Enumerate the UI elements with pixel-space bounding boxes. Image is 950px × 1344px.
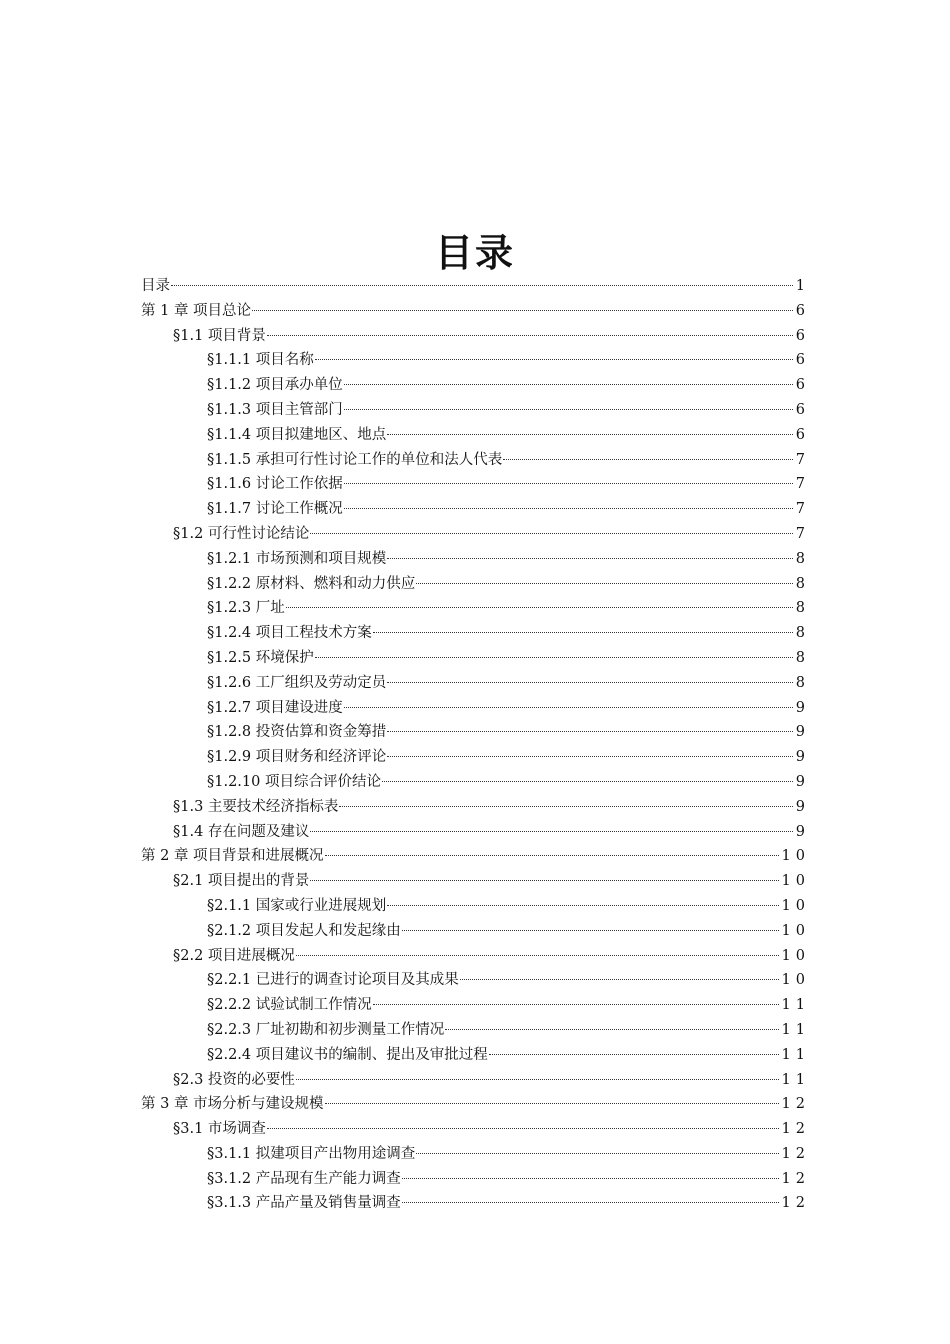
toc-entry-label: §2.2.1 已进行的调查讨论项目及其成果 <box>207 972 459 989</box>
toc-dot-leader <box>387 756 793 757</box>
toc-entry-page-number: 10 <box>781 972 810 989</box>
toc-dot-leader <box>286 607 793 608</box>
toc-entry-label: §2.2.4 项目建议书的编制、提出及审批过程 <box>207 1046 488 1063</box>
toc-dot-leader <box>344 384 793 385</box>
toc-dot-leader <box>252 310 793 311</box>
toc-entry[interactable] <box>141 944 810 969</box>
toc-dot-leader <box>171 285 793 286</box>
toc-entry-page-number: 11 <box>781 1071 810 1088</box>
toc-entry[interactable] <box>141 373 810 398</box>
toc-entry-page-number: 7 <box>795 451 810 468</box>
toc-entry[interactable] <box>141 646 810 671</box>
toc-entry-label: §1.2.4 项目工程技术方案 <box>207 625 372 642</box>
toc-dot-leader <box>267 335 793 336</box>
toc-entry-page-number: 10 <box>781 897 810 914</box>
toc-entry[interactable] <box>141 1117 810 1142</box>
toc-entry-label: §3.1.3 产品产量及销售量调查 <box>207 1195 401 1212</box>
toc-entry-label: §2.1.2 项目发起人和发起缘由 <box>207 922 401 939</box>
toc-entry-page-number: 12 <box>781 1096 810 1113</box>
toc-entry-label: §1.2.7 项目建设进度 <box>207 699 343 716</box>
toc-entry-label: §3.1.2 产品现有生产能力调查 <box>207 1170 401 1187</box>
toc-entry-label: §1.2.3 厂址 <box>207 600 285 617</box>
toc-entry-page-number: 11 <box>781 997 810 1014</box>
toc-entry[interactable] <box>141 299 810 324</box>
toc-entry-label: §1.2.6 工厂组织及劳动定员 <box>207 674 387 691</box>
toc-entry[interactable] <box>141 572 810 597</box>
toc-entry[interactable] <box>141 423 810 448</box>
toc-dot-leader <box>373 632 793 633</box>
toc-entry-label: §1.1.5 承担可行性讨论工作的单位和法人代表 <box>207 451 503 468</box>
toc-dot-leader <box>344 409 793 410</box>
toc-entry[interactable] <box>141 919 810 944</box>
toc-entry-label: §2.2 项目进展概况 <box>173 947 295 964</box>
toc-entry-label: §1.1.7 讨论工作概况 <box>207 501 343 518</box>
toc-entry[interactable] <box>141 1018 810 1043</box>
toc-dot-leader <box>445 1029 778 1030</box>
toc-entry-page-number: 6 <box>795 352 810 369</box>
toc-dot-leader <box>310 880 778 881</box>
toc-dot-leader <box>344 508 793 509</box>
toc-dot-leader <box>416 1153 778 1154</box>
toc-entry-label: §1.2.2 原材料、燃料和动力供应 <box>207 575 416 592</box>
toc-entry-page-number: 9 <box>795 699 810 716</box>
toc-entry[interactable] <box>141 472 810 497</box>
toc-entry[interactable] <box>141 398 810 423</box>
toc-entry-label: §1.2 可行性讨论结论 <box>173 525 310 542</box>
toc-dot-leader <box>310 533 792 534</box>
toc-entry-page-number: 9 <box>795 724 810 741</box>
toc-entry[interactable] <box>141 1167 810 1192</box>
toc-entry-page-number: 11 <box>781 1046 810 1063</box>
toc-entry-label: §1.2.5 环境保护 <box>207 649 314 666</box>
toc-dot-leader <box>339 806 792 807</box>
toc-entry-page-number: 12 <box>781 1170 810 1187</box>
toc-entry-page-number: 6 <box>795 302 810 319</box>
toc-dot-leader <box>387 731 793 732</box>
toc-entry-page-number: 1 <box>795 278 810 294</box>
table-of-contents <box>141 274 810 1216</box>
toc-entry-page-number: 7 <box>795 525 810 542</box>
toc-entry-page-number: 8 <box>795 550 810 567</box>
toc-entry-page-number: 11 <box>781 1021 810 1038</box>
toc-entry-page-number: 10 <box>781 947 810 964</box>
toc-entry[interactable] <box>141 497 810 522</box>
toc-entry-label: 第 2 章 项目背景和进展概况 <box>141 848 324 865</box>
toc-entry-page-number: 10 <box>781 873 810 890</box>
toc-entry-page-number: 12 <box>781 1121 810 1138</box>
toc-dot-leader <box>296 955 779 956</box>
toc-entry[interactable] <box>141 348 810 373</box>
toc-entry-page-number: 8 <box>795 600 810 617</box>
toc-entry[interactable] <box>141 596 810 621</box>
toc-entry-page-number: 8 <box>795 649 810 666</box>
toc-entry-page-number: 8 <box>795 625 810 642</box>
toc-entry-label: 第 1 章 项目总论 <box>141 302 252 319</box>
toc-dot-leader <box>402 1178 779 1179</box>
toc-entry-label: §1.2.9 项目财务和经济评论 <box>207 749 387 766</box>
toc-dot-leader <box>315 657 793 658</box>
toc-dot-leader <box>344 483 793 484</box>
toc-entry-page-number: 7 <box>795 476 810 493</box>
toc-dot-leader <box>387 434 793 435</box>
toc-entry-label: §1.2.8 投资估算和资金筹措 <box>207 724 387 741</box>
toc-entry-page-number: 6 <box>795 426 810 443</box>
toc-entry-label: §2.1 项目提出的背景 <box>173 873 310 890</box>
toc-entry-page-number: 6 <box>795 377 810 394</box>
toc-entry[interactable] <box>141 968 810 993</box>
toc-entry[interactable] <box>141 448 810 473</box>
toc-entry[interactable] <box>141 671 810 696</box>
toc-dot-leader <box>489 1054 779 1055</box>
toc-entry[interactable] <box>141 795 810 820</box>
toc-entry-label: §1.1 项目背景 <box>173 327 266 344</box>
toc-entry-page-number: 6 <box>795 327 810 344</box>
toc-entry-page-number: 9 <box>795 749 810 766</box>
toc-entry[interactable] <box>141 274 810 299</box>
toc-dot-leader <box>296 1079 779 1080</box>
toc-entry-page-number: 9 <box>795 823 810 840</box>
toc-entry[interactable] <box>141 745 810 770</box>
toc-dot-leader <box>503 459 793 460</box>
toc-dot-leader <box>315 359 793 360</box>
toc-entry-label: §1.1.3 项目主管部门 <box>207 401 343 418</box>
toc-entry-label: 目录 <box>141 278 170 294</box>
toc-entry-page-number: 6 <box>795 401 810 418</box>
toc-dot-leader <box>373 1004 779 1005</box>
toc-entry-page-number: 10 <box>781 922 810 939</box>
toc-entry-label: §1.1.2 项目承办单位 <box>207 377 343 394</box>
toc-entry[interactable] <box>141 324 810 349</box>
toc-entry-label: §3.1.1 拟建项目产出物用途调查 <box>207 1145 416 1162</box>
toc-entry-label: §2.3 投资的必要性 <box>173 1071 295 1088</box>
toc-dot-leader <box>387 905 778 906</box>
toc-entry[interactable] <box>141 1068 810 1093</box>
toc-entry[interactable] <box>141 869 810 894</box>
toc-entry[interactable] <box>141 1043 810 1068</box>
toc-entry[interactable] <box>141 621 810 646</box>
toc-entry-label: §1.2.1 市场预测和项目规模 <box>207 550 387 567</box>
toc-entry-label: §1.1.6 讨论工作依据 <box>207 476 343 493</box>
toc-entry[interactable] <box>141 522 810 547</box>
toc-dot-leader <box>344 707 793 708</box>
toc-dot-leader <box>460 979 779 980</box>
toc-entry-page-number: 8 <box>795 674 810 691</box>
toc-entry-page-number: 12 <box>781 1145 810 1162</box>
toc-dot-leader <box>387 682 793 683</box>
toc-entry-label: §1.1.4 项目拟建地区、地点 <box>207 426 387 443</box>
toc-dot-leader <box>267 1128 779 1129</box>
toc-dot-leader <box>387 558 793 559</box>
toc-entry-label: §1.3 主要技术经济指标表 <box>173 798 339 815</box>
toc-entry-label: 第 3 章 市场分析与建设规模 <box>141 1096 324 1113</box>
toc-entry[interactable] <box>141 1142 810 1167</box>
toc-dot-leader <box>382 781 793 782</box>
toc-entry[interactable] <box>141 696 810 721</box>
toc-entry-label: §1.1.1 项目名称 <box>207 352 314 369</box>
toc-entry[interactable] <box>141 720 810 745</box>
toc-entry-page-number: 9 <box>795 798 810 815</box>
toc-dot-leader <box>402 930 779 931</box>
toc-entry[interactable] <box>141 820 810 845</box>
toc-entry[interactable] <box>141 844 810 869</box>
toc-dot-leader <box>325 855 779 856</box>
toc-dot-leader <box>416 583 793 584</box>
toc-dot-leader <box>402 1202 779 1203</box>
toc-dot-leader <box>325 1103 779 1104</box>
toc-entry[interactable] <box>141 1191 810 1216</box>
toc-entry-label: §1.2.10 项目综合评价结论 <box>207 773 381 790</box>
toc-entry-page-number: 8 <box>795 575 810 592</box>
toc-entry-label: §2.1.1 国家或行业进展规划 <box>207 897 387 914</box>
toc-entry[interactable] <box>141 993 810 1018</box>
toc-entry[interactable] <box>141 770 810 795</box>
toc-entry[interactable] <box>141 547 810 572</box>
page-title: 目录 <box>434 231 515 275</box>
toc-entry-page-number: 12 <box>781 1195 810 1212</box>
toc-entry[interactable] <box>141 894 810 919</box>
toc-entry-label: §2.2.3 厂址初勘和初步测量工作情况 <box>207 1021 445 1038</box>
toc-dot-leader <box>310 831 792 832</box>
toc-entry-label: §2.2.2 试验试制工作情况 <box>207 997 372 1014</box>
toc-entry-page-number: 10 <box>781 848 810 865</box>
toc-entry-label: §3.1 市场调查 <box>173 1121 266 1138</box>
toc-entry-page-number: 7 <box>795 501 810 518</box>
toc-entry-page-number: 9 <box>795 773 810 790</box>
toc-entry[interactable] <box>141 1092 810 1117</box>
toc-entry-label: §1.4 存在问题及建议 <box>173 823 310 840</box>
